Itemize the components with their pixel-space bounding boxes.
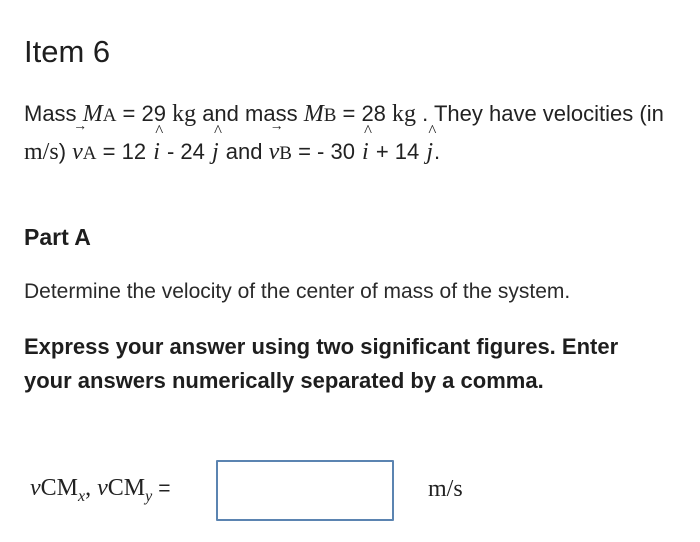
answer-cm-x: CM (40, 475, 79, 501)
problem-text-3: . They have velocities (in (416, 101, 664, 126)
velocity-a-vector-symbol: → v (72, 134, 83, 170)
answer-var-y: v (97, 475, 108, 501)
velocity-b-subscript: B (279, 143, 292, 164)
velocity-b-x: = - 30 (291, 139, 362, 164)
answer-unit: m/s (428, 476, 463, 502)
mass-b-value: = 28 (336, 101, 393, 126)
velocity-unit: m/s (24, 139, 59, 165)
answer-var-x: v (30, 475, 41, 501)
velocity-a-x: = 12 (96, 139, 153, 164)
question-text: Determine the velocity of the center of mass of the system. (24, 280, 571, 303)
answer-equals: = (158, 477, 171, 500)
unit-vector-i-a: ^ i (152, 134, 161, 170)
part-title: Part A (24, 224, 91, 250)
item-title: Item 6 (24, 34, 111, 69)
problem-statement (24, 96, 674, 172)
unit-vector-j-b: ^ j (425, 134, 434, 170)
mass-b-symbol: M (303, 101, 324, 127)
velocity-a-subscript: A (82, 143, 97, 164)
problem-text-4: ) (58, 139, 73, 164)
mass-a-unit: kg (172, 101, 197, 127)
answer-sub-x: x (78, 488, 86, 505)
mass-a-value: = 29 (116, 101, 173, 126)
unit-vector-i-b: ^ i (361, 134, 370, 170)
problem-text-2: and mass (196, 101, 304, 126)
mass-b-unit: kg (392, 101, 417, 127)
velocity-b-y: + 14 (369, 139, 426, 164)
answer-input[interactable] (216, 460, 394, 521)
velocity-b-vector-symbol: → v (269, 134, 280, 170)
mass-a-subscript: A (102, 105, 117, 126)
problem-period: . (434, 139, 441, 164)
answer-cm-y: CM (107, 475, 146, 501)
mass-b-subscript: B (323, 105, 337, 126)
answer-sub-y: y (145, 488, 153, 505)
unit-vector-j-a: ^ j (211, 134, 220, 170)
velocity-a-y: - 24 (160, 139, 211, 164)
problem-text-6: and (219, 139, 269, 164)
answer-label (30, 474, 171, 505)
answer-instruction: Express your answer using two significant figures. Enter your answers numerically separated by a comma. (24, 334, 619, 393)
mass-a-symbol: M (82, 101, 103, 127)
problem-text-1: Mass (24, 101, 83, 126)
answer-comma: , (85, 475, 98, 501)
